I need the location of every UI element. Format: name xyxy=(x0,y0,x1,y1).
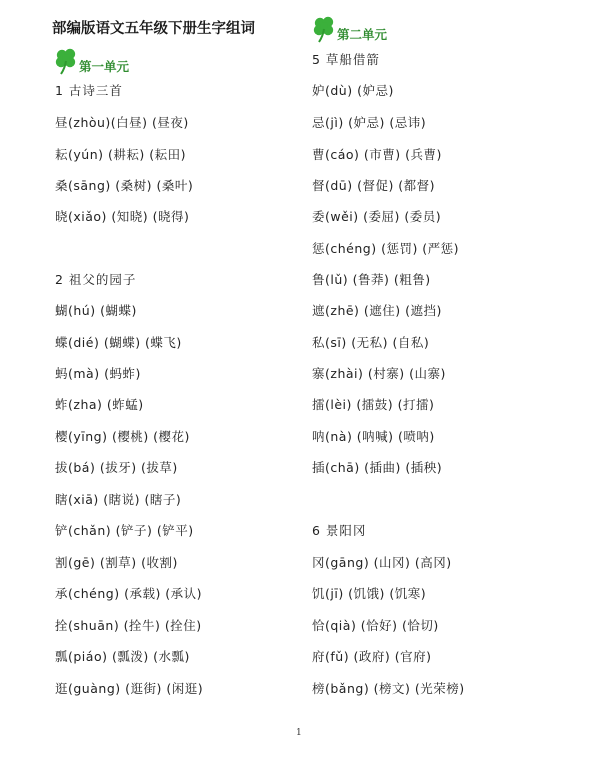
lesson-title: 1 古诗三首 xyxy=(55,83,123,98)
word-entry: 逛(guàng) (逛街) (闲逛) xyxy=(55,681,204,696)
lesson-title: 5 草船借箭 xyxy=(312,52,380,67)
word-entry: 瞎(xiā) (瞎说) (瞎子) xyxy=(55,492,182,507)
lesson-title: 2 祖父的园子 xyxy=(55,272,137,287)
word-entry: 督(dū) (督促) (都督) xyxy=(312,178,436,193)
word-entry: 饥(jī) (饥饿) (饥寒) xyxy=(312,586,427,601)
word-entry: 恰(qià) (恰好) (恰切) xyxy=(312,618,439,633)
word-entry: 寨(zhài) (村寨) (山寨) xyxy=(312,366,446,381)
page-number: 1 xyxy=(296,728,302,738)
word-entry: 蚂(mà) (蚂蚱) xyxy=(55,366,141,381)
word-entry: 府(fǔ) (政府) (官府) xyxy=(312,649,432,664)
word-entry: 妒(dù) (妒忌) xyxy=(312,83,394,98)
word-entry: 樱(yīng) (樱桃) (樱花) xyxy=(55,429,190,444)
unit-heading-1 xyxy=(53,46,129,76)
word-entry: 擂(lèi) (擂鼓) (打擂) xyxy=(312,397,435,412)
word-entry: 拴(shuān) (拴牛) (拴住) xyxy=(55,618,202,633)
four-leaf-clover-icon xyxy=(53,46,81,76)
word-entry: 拔(bá) (拔牙) (拔草) xyxy=(55,460,178,475)
word-entry: 曹(cáo) (市曹) (兵曹) xyxy=(312,147,442,162)
word-entry: 蝴(hú) (蝴蝶) xyxy=(55,303,137,318)
unit-heading-2 xyxy=(311,14,387,44)
word-entry: 鲁(lǔ) (鲁莽) (粗鲁) xyxy=(312,272,431,287)
word-entry: 桑(sāng) (桑树) (桑叶) xyxy=(55,178,194,193)
word-entry: 委(wěi) (委屈) (委员) xyxy=(312,209,442,224)
word-entry: 蚱(zha) (蚱蜢) xyxy=(55,397,144,412)
lesson-title: 6 景阳冈 xyxy=(312,523,367,538)
word-entry: 晓(xiǎo) (知晓) (晓得) xyxy=(55,209,190,224)
unit-label: 第二单元 xyxy=(337,27,388,42)
word-entry: 冈(gāng) (山冈) (高冈) xyxy=(312,555,452,570)
word-entry: 插(chā) (插曲) (插秧) xyxy=(312,460,443,475)
word-entry: 惩(chéng) (惩罚) (严惩) xyxy=(312,241,460,256)
word-entry: 铲(chǎn) (铲子) (铲平) xyxy=(55,523,194,538)
word-entry: 承(chéng) (承载) (承认) xyxy=(55,586,203,601)
word-entry: 耘(yún) (耕耘) (耘田) xyxy=(55,147,186,162)
unit-label: 第一单元 xyxy=(79,59,130,74)
word-entry: 昼(zhòu)(白昼) (昼夜) xyxy=(55,115,189,130)
word-entry: 遮(zhē) (遮住) (遮挡) xyxy=(312,303,442,318)
word-entry: 割(gē) (割草) (收割) xyxy=(55,555,178,570)
word-entry: 榜(bǎng) (榜文) (光荣榜) xyxy=(312,681,465,696)
word-entry: 忌(jì) (妒忌) (忌讳) xyxy=(312,115,427,130)
word-entry: 私(sī) (无私) (自私) xyxy=(312,335,430,350)
word-entry: 瓢(piáo) (瓢泼) (水瓢) xyxy=(55,649,190,664)
word-entry: 呐(nà) (呐喊) (喷呐) xyxy=(312,429,435,444)
four-leaf-clover-icon xyxy=(311,14,339,44)
word-entry: 蝶(dié) (蝴蝶) (蝶飞) xyxy=(55,335,182,350)
page-title: 部编版语文五年级下册生字组词 xyxy=(52,21,255,37)
